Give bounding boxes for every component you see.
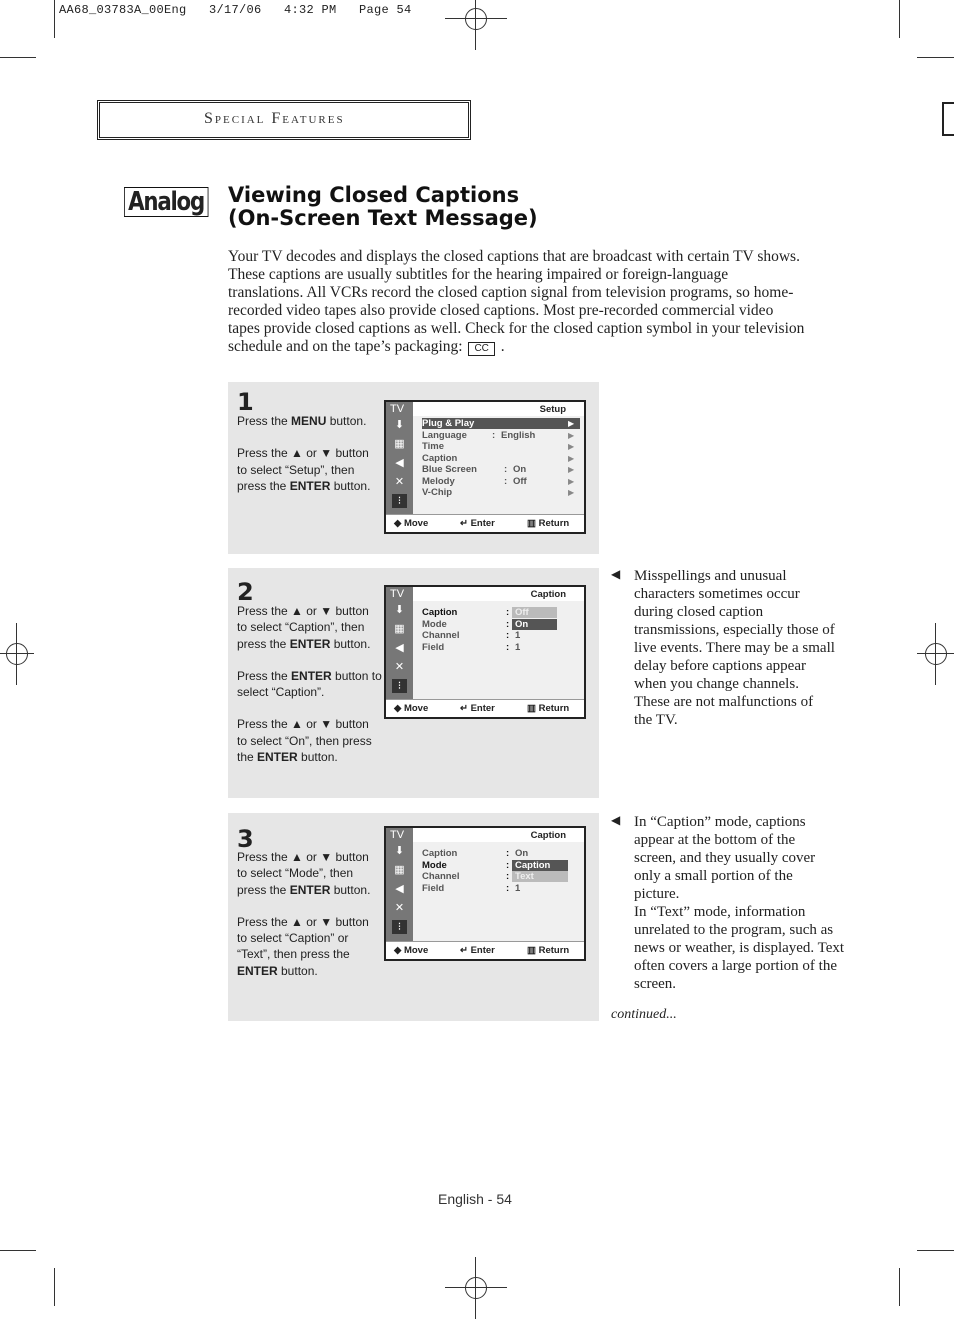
return-hint: ▥ Return [527, 945, 570, 956]
instruction-text: Press the ▲ or ▼ button [237, 717, 369, 732]
step-number: 3 [237, 825, 254, 853]
instruction-text: “Text”, then press the [237, 947, 350, 962]
note-line: when you change channels. [634, 676, 799, 692]
osd-arrow-icon: ▶ [568, 488, 575, 497]
crop-mark [917, 57, 954, 58]
button-name: ENTER [289, 882, 331, 897]
osd-menu-caption [384, 585, 586, 719]
osd-tv-label: TV [390, 403, 405, 415]
button-name: ENTER [289, 636, 331, 651]
osd-menu-separator: : [506, 871, 510, 882]
instruction-text: button. [330, 478, 371, 493]
note-1 [634, 567, 854, 729]
intro-line: recorded video tapes also provide closed captions. Most pre-recorded commercial video [228, 302, 774, 319]
intro-period: . [500, 338, 505, 355]
input-icon: ⬇ [394, 604, 405, 616]
osd-arrow-icon: ▶ [568, 465, 575, 474]
osd-menu-separator: : [506, 882, 510, 894]
setup-icon: ⁝ [392, 679, 407, 693]
section-title: Special Features [204, 110, 345, 127]
osd-menu-item: Field [422, 641, 445, 653]
instruction-text: to select “Caption” or [237, 931, 349, 946]
instruction-text: select “Caption”. [237, 685, 325, 700]
sound-icon: ◀ [395, 457, 404, 469]
instruction-text: to select “Setup”, then [237, 462, 355, 477]
osd-menu-value: Text [512, 871, 568, 882]
osd-menu-item: Channel [422, 630, 460, 641]
instruction-text: to select “Mode”, then [237, 866, 354, 881]
osd-menu-value: Caption [512, 860, 568, 871]
registration-mark [917, 635, 954, 673]
move-hint: ◆ Move [394, 518, 429, 529]
osd-menu-value: 1 [515, 641, 521, 653]
osd-arrow-icon: ▶ [568, 430, 575, 440]
osd-menu-caption-mode [384, 826, 586, 961]
enter-hint: ↵ Enter [460, 518, 495, 529]
analog-badge: Analog [124, 187, 208, 217]
osd-menu-value: Off [512, 607, 557, 618]
osd-menu-item: Channel [422, 871, 460, 882]
step-number: 2 [237, 578, 254, 606]
button-name: MENU [291, 414, 327, 428]
edge-tab [942, 102, 954, 136]
osd-menu-value: 1 [515, 630, 521, 641]
instruction-paragraph [237, 716, 385, 765]
osd-menu-separator: : [504, 475, 508, 487]
print-header: AA68_03783A_00Eng 3/17/06 4:32 PM Page 54 [59, 3, 412, 17]
instruction-text: to select “Caption”, then [237, 620, 365, 635]
page-title [228, 184, 538, 230]
page-footer: English - 54 [438, 1191, 512, 1207]
instruction-paragraph [237, 668, 385, 701]
intro-line-last [228, 338, 848, 356]
step-instructions [237, 603, 385, 781]
note-line: unrelated to the program, such as [634, 922, 834, 938]
intro-last-text: schedule and on the tape’s packaging: [228, 338, 463, 355]
osd-menu-title: Caption [530, 830, 566, 841]
step-instructions [237, 849, 385, 995]
instruction-text: button. [330, 882, 371, 897]
note-pointer-icon: ◀ [611, 567, 621, 581]
section-header-box [99, 102, 469, 138]
instruction-text: press the [237, 882, 290, 897]
note-line: the TV. [634, 712, 678, 728]
channel-icon: ✕ [394, 902, 405, 914]
registration-mark [457, 0, 495, 38]
note-line: characters sometimes occur [634, 586, 800, 602]
page-title-line-1: Viewing Closed Captions [228, 183, 520, 207]
osd-menu-setup [384, 400, 586, 534]
osd-menu-item: Mode [422, 859, 447, 871]
instruction-text: button. [277, 963, 318, 978]
note-pointer-icon: ◀ [611, 813, 621, 827]
step-instructions [237, 413, 385, 510]
note-line: screen. [634, 976, 677, 992]
instruction-text: button to [331, 668, 382, 683]
intro-line: tapes provide closed captions as well. Check for the closed caption symbol in your television [228, 320, 805, 337]
note-line: during closed caption [634, 604, 764, 620]
instruction-paragraph [237, 445, 385, 494]
continued-label: continued... [611, 1007, 677, 1022]
instruction-text: the [237, 750, 258, 765]
crop-mark [917, 1250, 954, 1251]
note-line: only a small portion of the [634, 868, 793, 884]
osd-menu-value: English [501, 429, 536, 441]
button-name: ENTER [291, 668, 332, 683]
step-panel-1 [228, 382, 599, 554]
osd-tv-label: TV [390, 588, 405, 600]
note-line: screen, and they usually cover [634, 850, 816, 866]
osd-bottom-bar [386, 699, 584, 717]
instruction-paragraph [237, 603, 385, 652]
osd-tv-label: TV [390, 829, 405, 841]
osd-arrow-icon: ▶ [568, 453, 575, 463]
step-number: 1 [237, 388, 254, 416]
instruction-text: press the [237, 478, 290, 493]
osd-menu-value: Off [513, 475, 527, 487]
channel-icon: ✕ [394, 661, 405, 673]
instruction-text: Press the ▲ or ▼ button [237, 850, 369, 864]
osd-menu-separator: : [506, 641, 510, 653]
instruction-text: to select “On”, then press [237, 733, 372, 748]
return-hint: ▥ Return [527, 703, 570, 714]
crop-mark [0, 57, 36, 58]
picture-icon: ▦ [394, 864, 405, 876]
crop-mark [54, 1268, 55, 1306]
osd-menu-value: On [515, 848, 529, 859]
osd-menu-separator: : [492, 429, 496, 441]
note-2 [634, 813, 854, 993]
note-line: In “Caption” mode, captions [634, 814, 806, 830]
cc-symbol: CC [468, 342, 494, 356]
osd-bottom-bar [386, 514, 584, 532]
osd-menu-value: On [513, 464, 527, 475]
return-hint: ▥ Return [527, 518, 570, 529]
intro-line: translations. All VCRs record the closed caption signal from television programs, so home- [228, 284, 794, 301]
instruction-paragraph [237, 849, 385, 898]
osd-menu-value: 1 [515, 882, 521, 894]
osd-arrow-icon: ▶ [568, 476, 575, 486]
move-hint: ◆ Move [394, 945, 429, 956]
osd-menu-item: Plug & Play [422, 418, 580, 429]
picture-icon: ▦ [394, 438, 405, 450]
instruction-text: button. [330, 636, 371, 651]
step-panel-2 [228, 568, 599, 798]
osd-menu-item: Melody [422, 475, 455, 487]
intro-paragraph [228, 248, 848, 356]
note-line: appear at the bottom of the [634, 832, 796, 848]
channel-icon: ✕ [394, 476, 405, 488]
instruction-text: Press the ▲ or ▼ button [237, 604, 369, 618]
instruction-text: Press the [237, 668, 292, 683]
osd-menu-item: Caption [422, 452, 458, 464]
crop-mark [0, 1250, 36, 1251]
sound-icon: ◀ [395, 883, 404, 895]
note-line: Misspellings and unusual [634, 568, 787, 584]
registration-mark [457, 1269, 495, 1307]
registration-mark [0, 635, 36, 673]
instruction-paragraph [237, 914, 385, 979]
osd-arrow-icon: ▶ [568, 442, 575, 451]
instruction-text: Press the ▲ or ▼ button [237, 446, 369, 461]
osd-menu-separator: : [506, 859, 510, 871]
enter-hint: ↵ Enter [460, 703, 495, 714]
note-line: picture. [634, 886, 680, 902]
instruction-text: button. [297, 750, 338, 765]
osd-menu-item: Caption [422, 848, 458, 859]
osd-menu-separator: : [504, 464, 508, 475]
osd-menu-separator: : [506, 618, 510, 630]
move-hint: ◆ Move [394, 703, 429, 714]
osd-menu-item: V-Chip [422, 487, 453, 498]
note-line: In “Text” mode, information [634, 904, 806, 920]
osd-menu-item: Mode [422, 618, 447, 630]
osd-menu-separator: : [506, 848, 510, 859]
button-name: ENTER [237, 963, 278, 978]
osd-menu-separator: : [506, 630, 510, 641]
step-panel-3 [228, 813, 599, 1021]
osd-menu-item: Caption [422, 607, 458, 618]
note-line: delay before captions appear [634, 658, 806, 674]
note-line: live events. There may be a small [634, 640, 835, 656]
setup-icon: ⁝ [392, 494, 407, 508]
instruction-text: Press the [237, 414, 292, 428]
button-name: ENTER [289, 478, 331, 493]
note-line: transmissions, especially those of [634, 622, 835, 638]
osd-bottom-bar [386, 941, 584, 959]
note-line: These are not malfunctions of [634, 694, 814, 710]
instruction-text: button. [326, 414, 367, 428]
osd-menu-item: Blue Screen [422, 464, 477, 475]
input-icon: ⬇ [394, 845, 405, 857]
input-icon: ⬇ [394, 419, 405, 431]
osd-menu-item: Field [422, 882, 445, 894]
setup-icon: ⁝ [392, 920, 407, 934]
osd-arrow-icon: ▶ [568, 419, 575, 428]
osd-menu-title: Caption [530, 589, 566, 600]
intro-line: Your TV decodes and displays the closed captions that are broadcast with certain TV shows. [228, 248, 800, 265]
sound-icon: ◀ [395, 642, 404, 654]
instruction-text: Press the ▲ or ▼ button [237, 914, 369, 929]
enter-hint: ↵ Enter [460, 945, 495, 956]
crop-mark [54, 0, 55, 38]
crop-mark [899, 1268, 900, 1306]
osd-menu-item: Time [422, 441, 445, 452]
note-line: often covers a large portion of the [634, 958, 837, 974]
osd-menu-value: On [512, 619, 557, 630]
instruction-paragraph [237, 413, 385, 429]
intro-line: These captions are usually subtitles for the hearing impaired or foreign-language [228, 266, 729, 283]
picture-icon: ▦ [394, 623, 405, 635]
note-line: news or weather, is displayed. Text [634, 940, 845, 956]
button-name: ENTER [257, 750, 298, 765]
instruction-text: press the [237, 636, 290, 651]
osd-menu-title: Setup [539, 404, 566, 415]
page-title-line-2: (On-Screen Text Message) [228, 206, 538, 230]
crop-mark [899, 0, 900, 38]
osd-menu-item: Language [422, 429, 467, 441]
osd-menu-separator: : [506, 607, 510, 618]
